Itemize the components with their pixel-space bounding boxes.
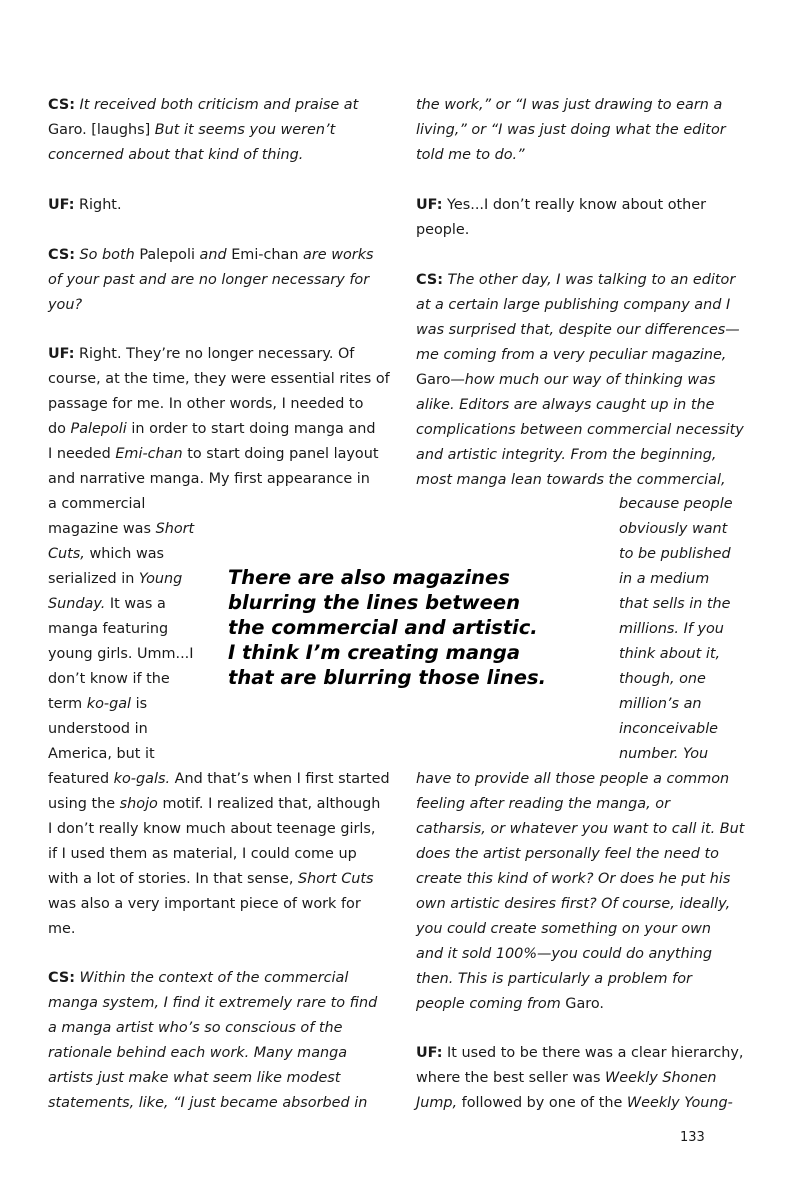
text-line: Sunday. It was a (48, 596, 166, 612)
text-line: at a certain large publishing company and I (416, 297, 731, 313)
text-line: CS: The other day, I was talking to an editor (416, 272, 736, 288)
text-line: Cuts, which was (48, 546, 165, 562)
text-line: term ko-gal is (48, 696, 148, 712)
text-line: UF: It used to be there was a clear hierarchy, (416, 1045, 744, 1061)
text-line: where the best seller was Weekly Shonen (416, 1070, 717, 1086)
text-line: understood in (48, 721, 148, 737)
text-line: people coming from Garo. (416, 996, 604, 1012)
text-line: think about it, (619, 646, 721, 662)
text-line: because people (619, 496, 733, 512)
text-line: CS: It received both criticism and praise at (48, 97, 359, 113)
text-line: you? (48, 297, 83, 313)
text-line: catharsis, or whatever you want to call it. But (416, 821, 745, 837)
text-line: featured ko-gals. And that’s when I first started (48, 771, 390, 787)
text-line: don’t know if the (48, 671, 170, 687)
text-line: a manga artist who’s so conscious of the (48, 1020, 343, 1036)
text-line: manga system, I find it extremely rare to find (48, 995, 378, 1011)
text-line: manga featuring (48, 621, 169, 637)
text-line: UF: Right. (48, 197, 122, 213)
text-line: living,” or “I was just doing what the editor (416, 122, 726, 138)
pull-quote-line: There are also magazines (228, 566, 510, 589)
text-line: was also a very important piece of work for (48, 896, 361, 912)
text-line: feeling after reading the manga, or (416, 796, 670, 812)
text-line: in a medium (619, 571, 710, 587)
text-line: America, but it (48, 746, 155, 762)
text-line: number. You (619, 746, 709, 762)
text-line: using the shojo motif. I realized that, although (48, 796, 381, 812)
text-line: Garo—how much our way of thinking was (416, 372, 716, 388)
text-line: then. This is particularly a problem for (416, 971, 692, 987)
text-line: statements, like, “I just became absorbed in (48, 1095, 368, 1111)
text-line: millions. If you (619, 621, 724, 637)
text-line: me coming from a very peculiar magazine, (416, 347, 727, 363)
text-line: I needed Emi-chan to start doing panel layout (48, 446, 379, 462)
text-line: complications between commercial necessity (416, 422, 744, 438)
text-line: serialized in Young (48, 571, 183, 587)
text-line: to be published (619, 546, 731, 562)
text-line: and narrative manga. My first appearance in (48, 471, 370, 487)
text-line: me. (48, 921, 76, 937)
text-line: the work,” or “I was just drawing to earn a (416, 97, 723, 113)
text-line: was surprised that, despite our differences— (416, 322, 740, 338)
text-line: of your past and are no longer necessary for (48, 272, 370, 288)
text-line: concerned about that kind of thing. (48, 147, 304, 163)
text-line: I don’t really know much about teenage girls, (48, 821, 376, 837)
text-line: UF: Yes...I don’t really know about other (416, 197, 707, 213)
text-line: obviously want (619, 521, 728, 537)
text-line: most manga lean towards the commercial, (416, 472, 726, 488)
text-line: artists just make what seem like modest (48, 1070, 341, 1086)
text-line: people. (416, 222, 470, 238)
text-line: create this kind of work? Or does he put his (416, 871, 731, 887)
text-line: that sells in the (619, 596, 731, 612)
text-line: passage for me. In other words, I needed to (48, 396, 364, 412)
pull-quote-line: blurring the lines between (228, 591, 521, 614)
text-line: Jump, followed by one of the Weekly Young- (416, 1095, 733, 1111)
text-line: alike. Editors are always caught up in the (416, 397, 715, 413)
text-line: Garo. [laughs] But it seems you weren’t (48, 122, 336, 138)
text-line: million’s an (619, 696, 702, 712)
text-line: though, one (619, 671, 706, 687)
text-line: with a lot of stories. In that sense, Short Cuts (48, 871, 374, 887)
text-line: does the artist personally feel the need to (416, 846, 719, 862)
text-line: own artistic desires first? Of course, ideally, (416, 896, 731, 912)
text-line: have to provide all those people a common (416, 771, 730, 787)
pull-quote-line: that are blurring those lines. (228, 666, 547, 689)
text-line: you could create something on your own (416, 921, 712, 937)
text-line: a commercial (48, 496, 146, 512)
text-line: and it sold 100%—you could do anything (416, 946, 712, 962)
page-number: 133 (680, 1130, 705, 1145)
text-line: told me to do.” (416, 147, 525, 163)
text-line: inconceivable (619, 721, 719, 737)
text-line: young girls. Umm...I (48, 646, 194, 662)
text-line: and artistic integrity. From the beginning, (416, 447, 717, 463)
pull-quote-line: I think I’m creating manga (228, 641, 521, 664)
text-line: CS: Within the context of the commercial (48, 970, 349, 986)
text-line: do Palepoli in order to start doing manga and (48, 421, 376, 437)
text-line: rationale behind each work. Many manga (48, 1045, 348, 1061)
text-line: if I used them as material, I could come up (48, 846, 357, 862)
text-line: magazine was Short (48, 521, 195, 537)
pull-quote-line: the commercial and artistic. (228, 616, 538, 639)
text-line: CS: So both Palepoli and Emi-chan are works (48, 247, 374, 263)
text-line: course, at the time, they were essential rites of (48, 371, 390, 387)
text-line: UF: Right. They’re no longer necessary. Of (48, 346, 355, 362)
